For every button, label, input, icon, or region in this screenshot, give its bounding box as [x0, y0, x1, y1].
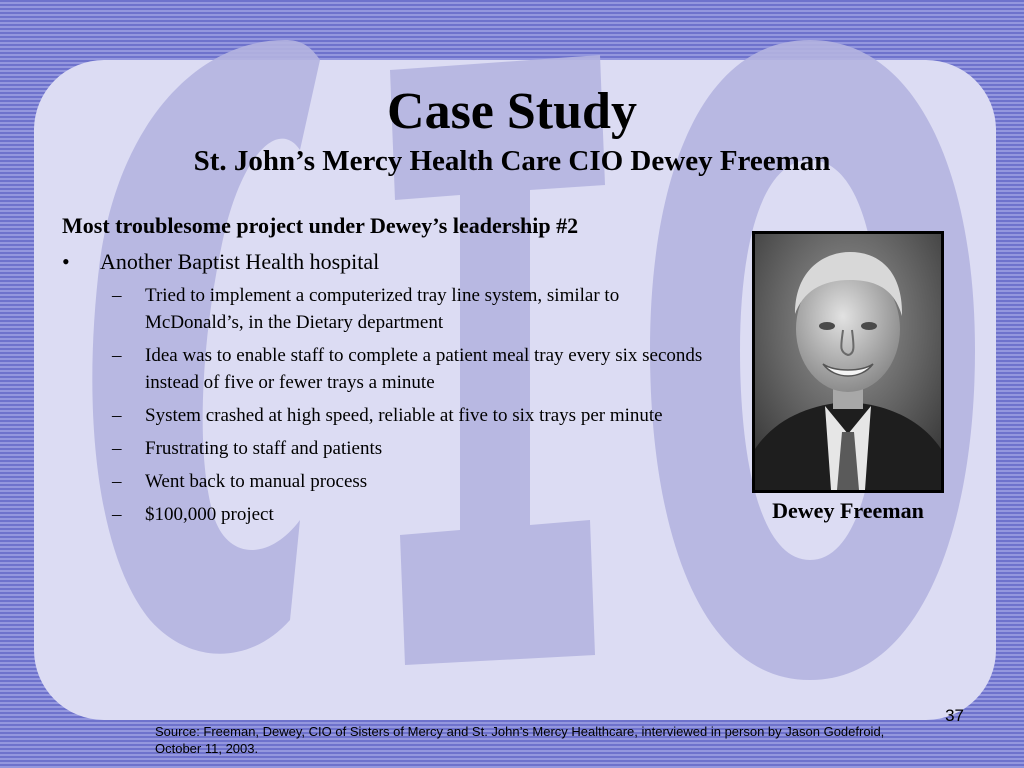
- bullet-marker: •: [62, 249, 70, 274]
- slide-subtitle: St. John’s Mercy Health Care CIO Dewey Freeman: [193, 145, 831, 177]
- sub-bullet-text: Idea was to enable staff to complete a patient meal tray every six seconds instead of five or fewer trays a minute: [145, 345, 703, 393]
- lead-heading: Most troublesome project under Dewey’s leadership #2: [62, 213, 579, 238]
- dash-marker: –: [112, 345, 122, 366]
- dash-marker: –: [112, 405, 122, 426]
- slide-content: [62, 212, 722, 534]
- sub-bullet-item: [62, 342, 722, 396]
- dash-marker: –: [112, 504, 122, 525]
- sub-bullet-list: [62, 282, 722, 528]
- sub-bullet-item: [62, 435, 722, 462]
- sub-bullet-item: [62, 282, 722, 336]
- portrait-image: [755, 234, 941, 490]
- dash-marker: –: [112, 438, 122, 459]
- bullet-item: [62, 248, 722, 276]
- sub-bullet-text: $100,000 project: [145, 504, 274, 525]
- source-citation: Source: Freeman, Dewey, CIO of Sisters of Mercy and St. John’s Mercy Healthcare, interviewed in person by Jason Godefroid, October 11, 2003.: [155, 724, 885, 756]
- dash-marker: –: [112, 471, 122, 492]
- sub-bullet-text: System crashed at high speed, reliable at five to six trays per minute: [145, 405, 663, 426]
- sub-bullet-text: Tried to implement a computerized tray line system, similar to McDonald’s, in the Dietary department: [145, 285, 620, 333]
- sub-bullet-item: [62, 501, 722, 528]
- photo-caption: Dewey Freeman: [772, 498, 924, 523]
- page-number: 37: [945, 706, 964, 725]
- sub-bullet-text: Frustrating to staff and patients: [145, 438, 383, 459]
- portrait-photo: [752, 231, 944, 493]
- sub-bullet-item: [62, 402, 722, 429]
- slide-title: Case Study: [387, 83, 637, 140]
- bullet-text: Another Baptist Health hospital: [100, 249, 380, 274]
- dash-marker: –: [112, 285, 122, 306]
- sub-bullet-item: [62, 468, 722, 495]
- sub-bullet-text: Went back to manual process: [145, 471, 368, 492]
